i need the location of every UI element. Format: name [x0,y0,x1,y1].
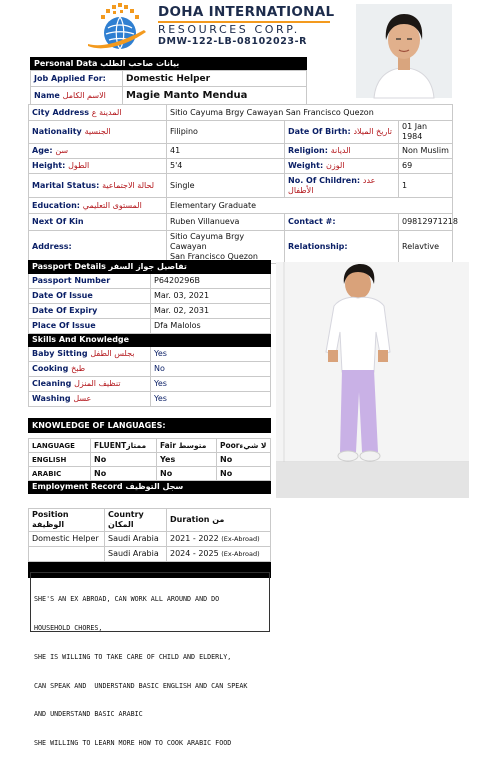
name-label-en: Name [34,90,60,100]
remarks-line: HOUSEHOLD CHORES, [34,623,103,632]
marital-label-ar: لحالة الاجتماعية [102,180,155,190]
col-country-ar: المكان [108,519,134,529]
children-label-en: No. Of Children: [288,175,361,185]
col-duration-ar: من [212,514,225,524]
languages-title: KNOWLEDGE OF LANGUAGES: [29,419,271,433]
name-label [31,87,123,105]
address-value [167,231,285,264]
education-label [29,198,167,214]
applicant-full-body-photo [276,262,469,498]
english-fluent: No [91,453,157,467]
kin-value: Ruben Villanueva [167,214,285,231]
skill-washing-ar: عسل [73,394,92,403]
emp-row-2-note: (Ex-Abroad) [221,549,260,558]
lang-header-fluent-ar: ممتاز [126,440,147,450]
education-label-ar: المستوى التعليمي [82,200,142,210]
city-address-label [29,105,167,121]
company-line-2: RESOURCES CORP. [158,23,300,36]
skill-cleaning-value: Yes [151,377,271,392]
remarks-line: SHE'S AN EX ABROAD, CAN WORK ALL AROUND AND DO [34,595,220,604]
lang-header-fair-en: Fair [160,440,177,450]
english-fair: Yes [157,453,217,467]
skill-label [29,377,151,392]
col-country [105,508,167,531]
personal-data-header-table [30,57,307,71]
weight-value: 69 [399,159,453,174]
place-of-issue-label: Place Of Issue [29,319,151,334]
date-of-expiry-value: Mar. 02, 2031 [151,304,271,319]
skill-label [29,392,151,407]
passport-table [28,260,271,407]
nationality-label-en: Nationality [32,127,82,136]
relationship-label: Relationship: [285,231,399,264]
license-number: DMW-122-LB-08102023-R [158,36,308,47]
dob-label-ar: تاريخ الميلاد [353,127,392,136]
children-value: 1 [399,174,453,198]
religion-label [285,144,399,159]
lang-row-arabic: ARABIC [29,467,91,481]
arabic-fair: No [157,467,217,481]
education-value: Elementary Graduate [167,198,453,214]
skill-label [29,347,151,362]
height-label [29,159,167,174]
arabic-poor: No [217,467,271,481]
col-position [29,508,105,531]
dob-value: 01 Jan 1984 [399,121,453,144]
col-country-en: Country [108,509,144,519]
passport-number-label: Passport Number [29,274,151,289]
religion-value: Non Muslim [399,144,453,159]
skill-babysitting-value: Yes [151,347,271,362]
age-label-en: Age: [32,146,53,155]
nationality-label-ar: الجنسية [84,127,111,136]
children-label-ar: عدد الأطفال [288,175,376,195]
col-duration-en: Duration [170,514,210,524]
contact-label: Contact #: [285,214,399,231]
education-label-en: Education: [32,200,80,210]
weight-label [285,159,399,174]
emp-row-1-years: 2021 - 2022 [170,533,219,543]
passport-title: Passport Details تفاصيل جواز السفر [29,261,271,274]
skill-cleaning-ar: تنظيف المنزل [74,379,121,388]
skill-cooking-value: No [151,362,271,377]
age-label [29,144,167,159]
skill-label [29,362,151,377]
address-line-1: Sitio Cayuma Brgy Cawayan [170,232,245,251]
job-applied-label: Job Applied For: [31,71,123,87]
marital-label-en: Marital Status: [32,180,100,190]
lang-header-fluent-en: FLUENT [94,440,127,450]
remarks-line: SHE IS WILLING TO TAKE CARE OF CHILD AND ELDERLY, [34,652,232,661]
emp-row-2-years: 2024 - 2025 [170,548,219,558]
age-label-ar: سن [55,146,69,155]
employment-title: Employment Record سجل التوظيف [29,481,271,494]
emp-row-2-country: Saudi Arabia [105,546,167,561]
city-address-value: Sitio Cayuma Brgy Cawayan San Francisco Quezon [167,105,453,121]
weight-label-en: Weight: [288,161,324,170]
remarks-line: CAN SPEAK AND UNDERSTAND BASIC ENGLISH AND CAN SPEAK [34,681,248,690]
passport-number-value: P6420296B [151,274,271,289]
skill-washing-en: Washing [32,394,71,403]
name-label-ar: الاسم الكامل [62,90,106,100]
personal-data-title: Personal Data بيانات صاحب الطلب [31,58,307,71]
date-of-issue-label: Date Of Issue [29,289,151,304]
skill-babysitting-ar: بجلس الطفل [90,349,135,358]
contact-value: 09812971218 [399,214,453,231]
height-label-en: Height: [32,161,66,170]
height-value: 5'4 [167,159,285,174]
kin-label: Next Of Kin [29,214,167,231]
arabic-fluent: No [91,467,157,481]
lang-row-english: ENGLISH [29,453,91,467]
emp-row-2-duration [167,546,271,561]
emp-row-2-position [29,546,105,561]
city-address-label-en: City Address [32,107,89,117]
name-value: Magie Manto Mendua [123,87,307,105]
lang-header-language: LANGUAGE [29,439,91,453]
dob-label-en: Date Of Birth: [288,127,351,136]
marital-label [29,174,167,198]
address-line-2: San Francisco Quezon [170,252,258,261]
company-name-block [158,4,338,48]
emp-row-1-country: Saudi Arabia [105,531,167,546]
lang-header-fluent [91,439,157,453]
religion-label-en: Religion: [288,146,328,155]
lang-header-fair [157,439,217,453]
dob-label [285,121,399,144]
date-of-issue-value: Mar. 03, 2021 [151,289,271,304]
skill-cooking-ar: طبخ [71,364,86,373]
address-label: Address: [29,231,167,264]
remarks-box [30,572,270,748]
marital-value: Single [167,174,285,198]
children-label [285,174,399,198]
job-applied-value: Domestic Helper [123,71,307,87]
english-poor: No [217,453,271,467]
skill-cleaning-en: Cleaning [32,379,72,388]
personal-details-table [28,104,458,264]
nationality-label [29,121,167,144]
applicant-headshot [356,4,452,98]
remarks-line: SHE WILLING TO LEARN MORE HOW TO COOK ARABIC FOOD [34,739,232,748]
employment-table [28,502,271,578]
weight-label-ar: الوزن [325,161,345,170]
height-label-ar: الطول [68,161,90,170]
job-name-table [30,70,307,105]
skill-cooking-en: Cooking [32,364,69,373]
religion-label-ar: الديانة [330,146,351,155]
skills-title: Skills And Knowledge [29,334,271,347]
lang-header-poor [217,439,271,453]
lang-header-poor-ar: لا شيء [239,440,267,450]
emp-row-1-duration [167,531,271,546]
skill-washing-value: Yes [151,392,271,407]
languages-table [28,418,271,494]
date-of-expiry-label: Date Of Expiry [29,304,151,319]
lang-header-poor-en: Poor [220,440,240,450]
col-duration [167,508,271,531]
emp-row-1-position: Domestic Helper [29,531,105,546]
lang-header-fair-ar: متوسط [178,440,207,450]
col-position-en: Position [32,509,69,519]
city-address-label-ar: المدينة ع [91,107,122,117]
skill-babysitting-en: Baby Sitting [32,349,88,358]
emp-row-1-note: (Ex-Abroad) [221,534,260,543]
place-of-issue-value: Dfa Malolos [151,319,271,334]
relationship-value: Relavtive [399,231,453,264]
company-logo [82,2,154,54]
col-position-ar: الوظيفة [32,519,65,529]
nationality-value: Filipino [167,121,285,144]
company-line-1: DOHA INTERNATIONAL [158,4,335,20]
remarks-line: AND UNDERSTAND BASIC ARABIC [34,710,143,719]
age-value: 41 [167,144,285,159]
